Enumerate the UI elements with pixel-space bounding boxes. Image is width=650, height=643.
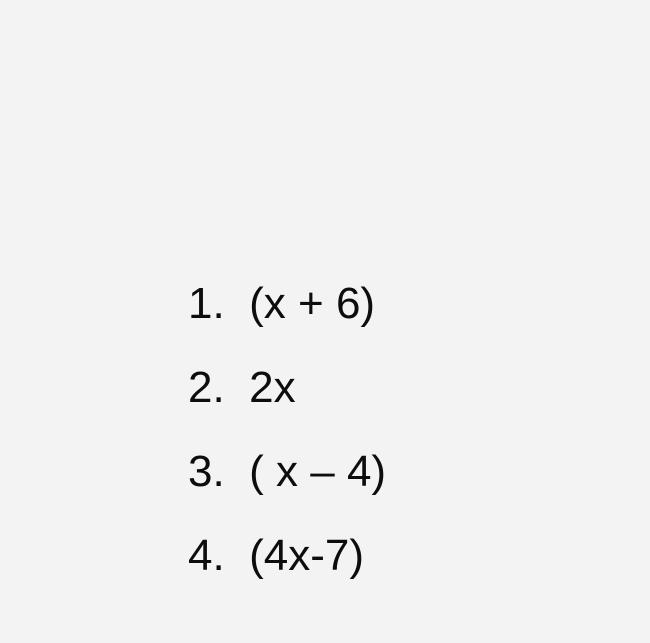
expression-4: 4. (4x-7) — [188, 531, 365, 580]
expression-3: 3. ( x – 4) — [188, 447, 387, 496]
expression-2: 2. 2x — [188, 363, 296, 412]
expression-1: 1. (x + 6) — [188, 279, 376, 328]
